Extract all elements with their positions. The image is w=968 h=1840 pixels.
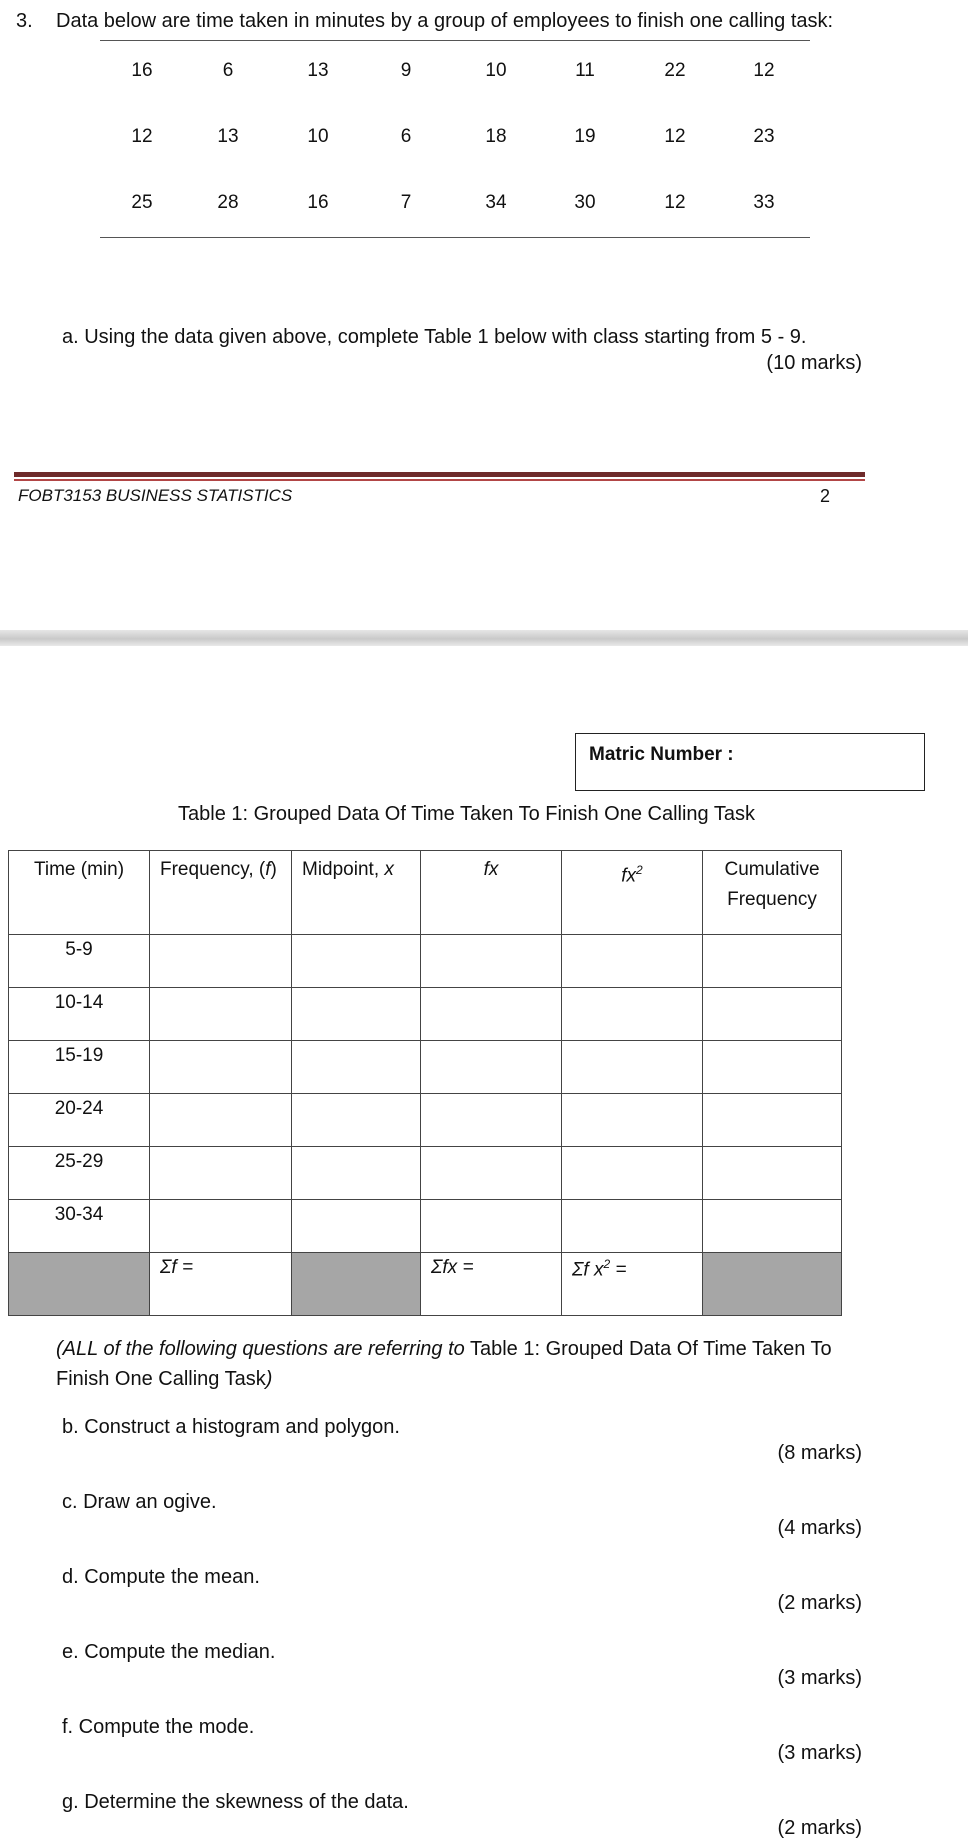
answer-cell[interactable] — [292, 1200, 421, 1253]
question-marks: (2 marks) — [777, 1592, 862, 1614]
data-value: 22 — [664, 60, 686, 81]
header-frequency: Frequency, (f) — [150, 851, 292, 935]
answer-cell[interactable] — [562, 1147, 703, 1200]
answer-cell[interactable] — [703, 988, 842, 1041]
answer-cell[interactable] — [150, 1200, 292, 1253]
class-row — [9, 1094, 842, 1147]
question-marks: (3 marks) — [777, 1667, 862, 1689]
answer-cell[interactable] — [421, 935, 562, 988]
answer-cell[interactable] — [421, 1200, 562, 1253]
answer-cell[interactable] — [562, 1041, 703, 1094]
question-marks: (8 marks) — [777, 1442, 862, 1464]
class-row — [9, 935, 842, 988]
data-value: 10 — [485, 60, 507, 81]
answer-cell[interactable] — [421, 988, 562, 1041]
answer-cell[interactable] — [703, 1041, 842, 1094]
question-marks: (3 marks) — [777, 1742, 862, 1764]
question-marks: (2 marks) — [777, 1817, 862, 1839]
answer-cell[interactable] — [292, 935, 421, 988]
class-row — [9, 1147, 842, 1200]
class-interval: 30-34 — [9, 1200, 150, 1253]
header-midpoint: Midpoint, x — [292, 851, 421, 935]
class-interval: 25-29 — [9, 1147, 150, 1200]
data-value: 28 — [217, 192, 239, 213]
sum-fx-cell[interactable]: Σfx = — [421, 1253, 562, 1316]
data-value: 12 — [664, 126, 686, 147]
grouped-data-table — [8, 850, 842, 1316]
data-value: 25 — [131, 192, 153, 213]
answer-cell[interactable] — [421, 1147, 562, 1200]
header-time: Time (min) — [9, 851, 150, 935]
class-row — [9, 1200, 842, 1253]
totals-row — [9, 1253, 842, 1316]
data-value: 18 — [485, 126, 507, 147]
question-marks: (4 marks) — [777, 1517, 862, 1539]
data-bottom-rule — [100, 237, 810, 238]
page-break — [0, 630, 968, 646]
answer-cell[interactable] — [150, 1041, 292, 1094]
data-value: 9 — [400, 60, 412, 81]
footer-rule — [14, 472, 865, 477]
question-text: Data below are time taken in minutes by a group of employees to finish one calling task: — [56, 10, 834, 32]
data-value: 16 — [131, 60, 153, 81]
answer-cell[interactable] — [421, 1041, 562, 1094]
answer-cell[interactable] — [562, 935, 703, 988]
answer-cell[interactable] — [292, 1094, 421, 1147]
data-value: 30 — [574, 192, 596, 213]
class-interval: 20-24 — [9, 1094, 150, 1147]
data-value: 13 — [217, 126, 239, 147]
answer-cell[interactable] — [703, 1094, 842, 1147]
answer-cell[interactable] — [703, 935, 842, 988]
class-interval: 10-14 — [9, 988, 150, 1041]
header-fx-squared: $fx^2$ — [562, 851, 703, 935]
footer-rule-accent — [14, 479, 865, 481]
question-text: g. Determine the skewness of the data. — [62, 1791, 409, 1813]
answer-cell[interactable] — [562, 1094, 703, 1147]
data-value: 6 — [400, 126, 412, 147]
answer-cell[interactable] — [150, 1094, 292, 1147]
answer-cell[interactable] — [292, 988, 421, 1041]
class-row — [9, 988, 842, 1041]
question-text: f. Compute the mode. — [62, 1716, 255, 1738]
totals-shaded-cell — [292, 1253, 421, 1316]
data-value: 33 — [753, 192, 775, 213]
header-fx: fx — [421, 851, 562, 935]
question-number: 3. — [16, 10, 33, 32]
data-value: 11 — [575, 60, 595, 81]
part-a-marks: (10 marks) — [766, 352, 862, 374]
matric-number-label: Matric Number : — [589, 744, 734, 765]
data-value: 6 — [222, 60, 234, 81]
answer-cell[interactable] — [562, 988, 703, 1041]
reference-note: (ALL of the following questions are referring to Table 1: Grouped Data Of Time Taken To Finish One Calling Task) — [56, 1338, 832, 1390]
sum-f-cell[interactable]: Σf = — [150, 1253, 292, 1316]
answer-cell[interactable] — [703, 1147, 842, 1200]
footer-course-title: FOBT3153 BUSINESS STATISTICS — [18, 486, 293, 505]
table-caption: Table 1: Grouped Data Of Time Taken To Finish One Calling Task — [178, 803, 755, 825]
sum-fx-squared-cell[interactable]: Σf $x^2$ = — [562, 1253, 703, 1316]
data-value: 12 — [753, 60, 775, 81]
answer-cell[interactable] — [292, 1041, 421, 1094]
question-text: c. Draw an ogive. — [62, 1491, 217, 1513]
data-value: 23 — [753, 126, 775, 147]
answer-cell[interactable] — [150, 1147, 292, 1200]
question-text: b. Construct a histogram and polygon. — [62, 1416, 400, 1438]
data-value: 12 — [664, 192, 686, 213]
data-value: 13 — [307, 60, 329, 81]
totals-shaded-cell — [9, 1253, 150, 1316]
data-value: 16 — [307, 192, 329, 213]
class-rows — [9, 935, 842, 1253]
data-value: 34 — [485, 192, 507, 213]
answer-cell[interactable] — [150, 935, 292, 988]
class-row — [9, 1041, 842, 1094]
answer-cell[interactable] — [292, 1147, 421, 1200]
answer-cell[interactable] — [562, 1200, 703, 1253]
question-text: d. Compute the mean. — [62, 1566, 260, 1588]
answer-cell[interactable] — [150, 988, 292, 1041]
data-value: 10 — [307, 126, 329, 147]
answer-cell[interactable] — [421, 1094, 562, 1147]
table-header-row — [9, 851, 842, 935]
class-interval: 5-9 — [9, 935, 150, 988]
question-text: e. Compute the median. — [62, 1641, 276, 1663]
matric-number-box[interactable] — [575, 733, 925, 791]
totals-shaded-cell — [703, 1253, 842, 1316]
answer-cell[interactable] — [703, 1200, 842, 1253]
class-interval: 15-19 — [9, 1041, 150, 1094]
data-value: 7 — [400, 192, 412, 213]
header-cumulative-frequency: Cumulative Frequency — [703, 851, 842, 935]
data-top-rule — [100, 40, 810, 41]
part-a-text: a. Using the data given above, complete Table 1 below with class starting from 5 - 9. — [62, 326, 807, 348]
data-value: 19 — [574, 126, 596, 147]
footer-page-number: 2 — [820, 486, 831, 506]
data-value: 12 — [131, 126, 153, 147]
